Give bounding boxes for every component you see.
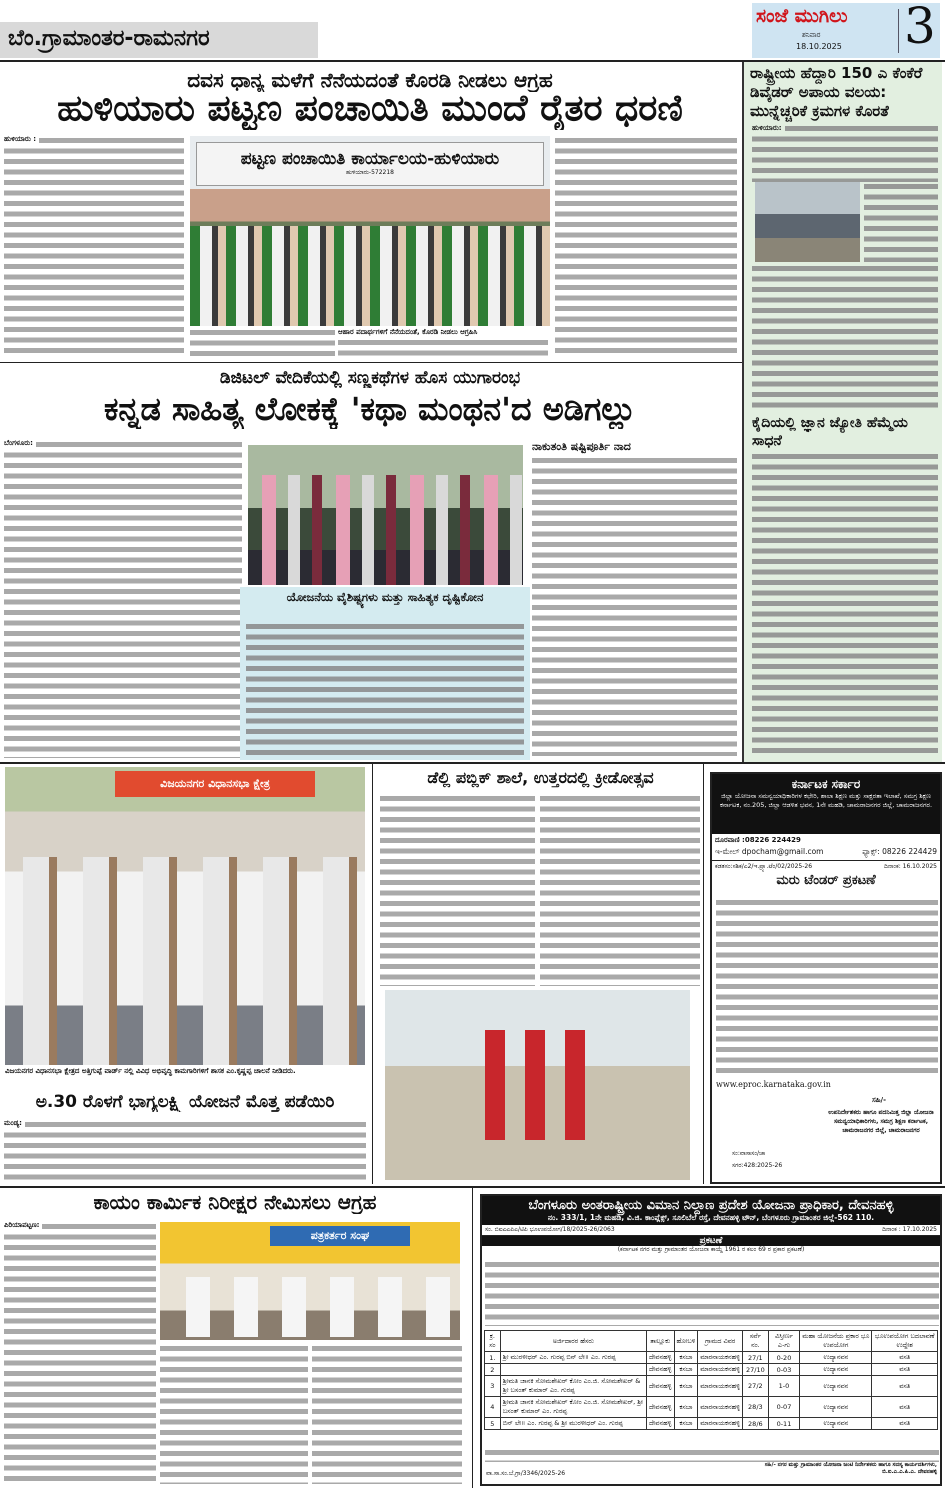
table-cell: ಉದ್ಯಾನವನ	[800, 1376, 872, 1397]
table-cell: ದೇವನಹಳ್ಳಿ	[646, 1418, 674, 1430]
table-cell: ಶ್ರೀಮತಿ ಜಾನಕಿ ಸೋಮಶೇಖರ್ ಕೋಂ ಎಂ.ಜಿ. ಸೋಮಶೇಖರ್, ಶ್ರೀ ಬಸಂತ್ ಕುಮಾರ್ ಎಂ. ಗುರಪ್ಪ	[500, 1397, 646, 1418]
table-cell: 27/10	[743, 1364, 769, 1376]
tender-ad-ref: ಕಡತಸಂ:ಸಶಿಕ/ಎ2/ಇ.ಪ್ರ್ಯಾ.ಟೆಂ/02/2025-26	[715, 863, 813, 870]
story1-caption: ಆಹಾರ ಪದಾರ್ಥಗಳಿಗೆ ನೆನೆಯದಂತೆ, ಕೊರಡಿ ನೀಡಲು ಆಗ್ರಹಿಸಿ	[338, 328, 478, 336]
table-row	[485, 1352, 938, 1364]
table-cell: ಶ್ರೀಮತಿ ಜಾನಕಿ ಸೋಮಶೇಖರ್ ಕೋಂ ಎಂ.ಜಿ. ಸೋಮಶೇಖರ್ & ಶ್ರೀ ಬಸಂತ್ ಕುಮಾರ್ ಎಂ. ಗುರಪ್ಪ	[500, 1376, 646, 1397]
table-header: ಅರ್ಜಿದಾರರ ಹೆಸರು	[500, 1331, 646, 1352]
story1-body-left	[4, 136, 184, 354]
table-cell: ವಸತಿ	[872, 1418, 938, 1430]
table-cell: 28/3	[743, 1397, 769, 1418]
table-cell: 3	[485, 1376, 501, 1397]
table-cell: 28/6	[743, 1418, 769, 1430]
biaapa-header	[482, 1196, 940, 1225]
divider	[372, 764, 373, 1184]
story4-body-col1	[380, 794, 535, 986]
masthead-day: ಶನಿವಾರ	[802, 31, 821, 39]
photo-banner: ಪತ್ರಕರ್ತರ ಸಂಘ	[270, 1226, 410, 1246]
photo-people	[170, 1277, 450, 1337]
divider	[898, 9, 899, 53]
tender-ad-signatory: ಉಪನಿರ್ದೇಶಕರು ಹಾಗೂ ಪದನಿಮಿತ್ತ ಜಿಲ್ಲಾ ಯೋಜನಾ ಸಮನ್ವಯಾಧಿಕಾರಿಗಳು, ಸಮಗ್ರ ಶಿಕ್ಷಣ ಕರ್ನಾಟಕ, ಚಾಮರಾಜನಗರ ಜಿಲ್ಲೆ, ಚಾಮರಾಜನಗರ	[828, 1109, 934, 1134]
sidebar-byline: ಹುಳಿಯಾರು:	[752, 124, 785, 133]
table-header: ಗ್ರಾಮದ ವಿವರ	[698, 1331, 743, 1352]
table-cell: 1-0	[768, 1376, 800, 1397]
table-cell: ವಸತಿ	[872, 1397, 938, 1418]
story5-headline: ಕಾಯಂ ಕಾರ್ಮಿಕ ನಿರೀಕ್ಷರ ನೇಮಿಸಲು ಆಗ್ರಹ	[93, 1190, 377, 1214]
story3-byline: ಮಂಡ್ಯ:	[4, 1119, 25, 1128]
table-cell: 0-11	[768, 1418, 800, 1430]
table-cell: ಉದ್ಯಾನವನ	[800, 1364, 872, 1376]
table-row	[485, 1376, 938, 1397]
table-cell: 5	[485, 1418, 501, 1430]
sidebar-headline2: ಕೈದಿಯಲ್ಲಿ ಜ್ಞಾನ ಜ್ಯೋತಿ ಹೆಮ್ಮೆಯ ಸಾಧನೆ	[752, 415, 908, 449]
biaapa-subtitle: (ಕರ್ನಾಟಕ ನಗರ ಮತ್ತು ಗ್ರಾಮಾಂತರ ಯೋಜನಾ ಕಾಯ್ದೆ 1961 ರ ಕಲಂ 69 ರ ಪ್ರಕಾರ ಪ್ರಕಟಣೆ)	[617, 1246, 805, 1253]
story2-photo	[248, 445, 523, 585]
divider	[472, 1188, 473, 1488]
table-cell: 2	[485, 1364, 501, 1376]
sidebar-truck-photo	[755, 182, 860, 262]
biaapa-table	[484, 1330, 938, 1430]
story3-headline: ಅ.30 ರೊಳಗೆ ಭಾಗ್ಯಲಕ್ಷ್ಮಿ ಯೋಜನೆ ಮೊತ್ತ ಪಡೆಯಿರಿ	[35, 1092, 335, 1112]
story5-photo	[160, 1222, 460, 1340]
table-cell: ಉದ್ಯಾನವನ	[800, 1418, 872, 1430]
biaapa-date: ದಿನಾಂಕ : 17.10.2025	[882, 1226, 937, 1233]
tender-ad-header	[712, 774, 940, 834]
biaapa-body	[485, 1260, 939, 1326]
table-cell: ದೇವನಹಳ್ಳಿ	[646, 1364, 674, 1376]
story1-kicker: ದವಸ ಧಾನ್ಯ ಮಳೆಗೆ ನೆನೆಯದಂತೆ ಕೊರಡಿ ನೀಡಲು ಆಗ್ರಹ	[187, 68, 553, 92]
table-cell: ಕಸಬಾ	[674, 1376, 698, 1397]
table-cell	[500, 1364, 646, 1376]
table-row	[485, 1397, 938, 1418]
tender-ad-title: ಕರ್ನಾಟಕ ಸರ್ಕಾರ	[791, 777, 861, 791]
divider	[0, 762, 945, 764]
table-cell: 0-07	[768, 1397, 800, 1418]
photo-people	[248, 475, 523, 585]
photo-sign-text: ಪಟ್ಟಣ ಪಂಚಾಯಿತಿ ಕಾರ್ಯಾಲಯ-ಹುಳಿಯಾರು	[240, 149, 500, 169]
table-header: ಹೋಬಳಿ	[674, 1331, 698, 1352]
story5-body-col3	[312, 1344, 462, 1484]
table-cell: 0-03	[768, 1364, 800, 1376]
table-cell: ದೇವನಹಳ್ಳಿ	[646, 1397, 674, 1418]
photo-banner: ವಿಜಯನಗರ ವಿಧಾನಸಭಾ ಕ್ಷೇತ್ರ	[115, 771, 315, 797]
biaapa-ref: ಸಂ. ಬಿಐಎಎಪಿಎ/ಟಿಪಿ ಭೂಉಪಯೋಗ/18/2025-26/2063	[485, 1226, 615, 1233]
tender-ad-fax: ಫ್ಯಾಕ್ಸ್: 08226 224429	[862, 847, 937, 856]
story2-body-right	[532, 456, 737, 756]
biaapa-address: ನಂ. 333/1, 1ನೇ ಮಹಡಿ, ವಿ.ಜಿ. ಕಾಂಪ್ಲೆಕ್ಸ್, ಸೂಲಿಬೆಲೆ ರಸ್ತೆ, ದೇವನಹಳ್ಳಿ ಟೌನ್, ಬೆಂಗಳೂರು ಗ್ರಾಮಾಂತರ ಜಿಲ್ಲೆ-562 110.	[547, 1213, 875, 1222]
table-header: ತಾಲ್ಲೂಕು	[646, 1331, 674, 1352]
table-cell: ಮಾರನಾಯಕನಹಳ್ಳಿ	[698, 1352, 743, 1364]
masthead	[752, 0, 940, 58]
sidebar-headline: ರಾಷ್ಟ್ರೀಯ ಹೆದ್ದಾರಿ 150 ಎ ಕೆಂಕೆರೆ ಡಿವೈಡರ್ ಅಪಾಯ ವಲಯ: ಮುನ್ನೆಚ್ಚರಿಕೆ ಕ್ರಮಗಳ ಕೊರತೆ	[750, 64, 923, 120]
table-cell: ವಸತಿ	[872, 1364, 938, 1376]
story4-headline: ಡೆಲ್ಲಿ ಪಬ್ಲಿಕ್ ಶಾಲೆ, ಉತ್ತರದಲ್ಲಿ ಕ್ರೀಡೋತ್ಸವ	[427, 768, 654, 787]
table-cell: ಮಾರನಾಯಕನಹಳ್ಳಿ	[698, 1376, 743, 1397]
table-cell: ಮಾರನಾಯಕನಹಳ್ಳಿ	[698, 1397, 743, 1418]
table-header: ಕ್ರ. ಸಂ	[485, 1331, 501, 1352]
sidebar-body2	[752, 452, 938, 754]
tender-ad-ref-row	[712, 861, 940, 873]
story2-box-title: ಯೋಜನೆಯ ವೈಶಿಷ್ಟ್ಯಗಳು ಮತ್ತು ಸಾಹಿತ್ಯಕ ದೃಷ್ಟಿಕೋನ	[286, 590, 484, 604]
photo-crowd	[190, 226, 550, 326]
story5-byline: ಪಿರಿಯಾಪಟ್ಟಣ:	[4, 1221, 42, 1230]
story4-body-col2	[540, 794, 700, 986]
tender-ad-dipr: ಸಂ:ವಾಸಾಸಂ/ಚಾ	[732, 1150, 766, 1157]
tender-ad-body	[716, 898, 938, 1078]
masthead-date: 18.10.2025	[796, 42, 842, 51]
divider	[703, 764, 704, 1184]
table-row	[485, 1364, 938, 1376]
table-cell: ಉದ್ಯಾನವನ	[800, 1397, 872, 1418]
story5-body-col1	[4, 1222, 156, 1484]
table-cell: ಕಸಬಾ	[674, 1397, 698, 1418]
photo-people	[5, 857, 365, 1065]
photo-sign	[196, 142, 544, 186]
tender-ad-notice-title: ಮರು ಟೆಂಡರ್ ಪ್ರಕಟಣೆ	[776, 873, 876, 888]
biaapa-footer-ref: ವಾ.ಸಾ.ಸಂ.ಬೆ.ಗ್ರಾ/3346/2025-26	[486, 1470, 566, 1477]
table-cell: ಬಿನ್ ಲೇ॥ ಎಂ. ಗುರಪ್ಪ & ಶ್ರೀ ಮುರಳೀಧರ್ ಎಂ. ಗುರಪ್ಪ	[500, 1418, 646, 1430]
section-label: ಬೆಂ.ಗ್ರಾಮಾಂತರ-ರಾಮನಗರ	[0, 22, 318, 58]
table-cell: 27/2	[743, 1376, 769, 1397]
table-cell: ವಸತಿ	[872, 1376, 938, 1397]
story1-photo	[190, 136, 550, 326]
tender-ad-dipr2: ಸಗರ:428:2025-26	[732, 1162, 783, 1169]
table-cell: ಕಸಬಾ	[674, 1364, 698, 1376]
masthead-logo: ಸಂಜೆ ಮುಗಿಲು	[756, 5, 848, 27]
story4-photo	[385, 990, 690, 1180]
photo-sign-sub: ಹುಳಿಯಾರು-572218	[345, 169, 395, 176]
story2-headline: ಕನ್ನಡ ಸಾಹಿತ್ಯ ಲೋಕಕ್ಕೆ 'ಕಥಾ ಮಂಥನ'ದ ಅಡಿಗಲ್ಲು	[103, 390, 636, 428]
table-cell: ಮಾರನಾಯಕನಹಳ್ಳಿ	[698, 1418, 743, 1430]
tender-ad-sign: ಸಹಿ/-	[872, 1096, 886, 1104]
story5-body-col2	[160, 1344, 308, 1484]
tender-ad	[710, 772, 942, 1184]
table-cell: 0-20	[768, 1352, 800, 1364]
biaapa-signatory: ಸಹಿ/- ನಗರ ಮತ್ತು ಗ್ರಾಮಾಂತರ ಯೋಜನಾ ಜಂಟಿ ನಿರ್ದೇಶಕರು ಹಾಗೂ ಸದಸ್ಯ ಕಾರ್ಯದರ್ಶಿಗಳು, ಬಿ.ಐ.ಎ.ಎ.ಪಿ.ಎ. ದೇವನಹಳ್ಳಿ	[764, 1462, 937, 1475]
biaapa-footer-body	[485, 1448, 939, 1462]
story1-body-right	[555, 136, 737, 358]
table-cell: ದೇವನಹಳ್ಳಿ	[646, 1352, 674, 1364]
tender-ad-date: ದಿನಾಂಕ: 16.10.2025	[884, 863, 937, 870]
table-cell: ವಸತಿ	[872, 1352, 938, 1364]
tender-ad-phone: ದೂರವಾಣಿ :08226 224429	[715, 836, 801, 844]
table-header: ಸರ್ವೆ ನಂ.	[743, 1331, 769, 1352]
story1-body-bottom	[190, 328, 335, 356]
page-number: 3	[904, 0, 936, 55]
biaapa-ref-row	[482, 1225, 940, 1236]
table-cell: ಶ್ರೀ ಮುರಳೀಧರ್ ಎಂ. ಗುರಪ್ಪ ಬಿನ್ ಲೇ॥ ಎಂ. ಗುರಪ್ಪ	[500, 1352, 646, 1364]
biaapa-notice-title: ಪ್ರಕಟಣೆ	[482, 1236, 940, 1246]
table-cell: ಮಾರನಾಯಕನಹಳ್ಳಿ	[698, 1364, 743, 1376]
table-header: ಮಹಾ ಯೋಜನೆಯ ಪ್ರಕಾರ ಭೂ ಉಪಯೋಗ	[800, 1331, 872, 1352]
tender-ad-contact	[712, 847, 940, 861]
tender-ad-email: ಇ-ಮೇಲ್ dpocham@gmail.com	[715, 847, 824, 856]
tender-ad-web[interactable]: www.eproc.karnataka.gov.in	[716, 1080, 831, 1089]
story2-kicker: ಡಿಜಿಟಲ್ ವೇದಿಕೆಯಲ್ಲಿ ಸಣ್ಣಕಥೆಗಳ ಹೊಸ ಯುಗಾರಂಭ	[219, 368, 521, 388]
biaapa-notice	[480, 1194, 942, 1486]
table-cell: ಉದ್ಯಾನವನ	[800, 1352, 872, 1364]
table-row	[485, 1418, 938, 1430]
sidebar-body	[752, 264, 938, 412]
story1-headline: ಹುಳಿಯಾರು ಪಟ್ಟಣ ಪಂಚಾಯಿತಿ ಮುಂದೆ ರೈತರ ಧರಣಿ	[57, 88, 683, 129]
sidebar-body	[864, 182, 938, 262]
table-cell: 1.	[485, 1352, 501, 1364]
table-header: ವಿಸ್ತೀರ್ಣ ಎ-ಗು	[768, 1331, 800, 1352]
story2-box-body	[246, 622, 524, 756]
story3-photo	[5, 767, 365, 1065]
story1-caption-body	[338, 338, 548, 358]
story1-byline: ಹುಳಿಯಾರು :	[4, 135, 39, 144]
story3-caption: ವಿಜಯನಗರ ವಿಧಾನಸಭಾ ಕ್ಷೇತ್ರದ ಅತ್ತಿಗುಪ್ಪೆ ವಾರ್ಡ್ ನಲ್ಲಿ ವಿವಿಧ ಅಭಿವೃದ್ಧಿ ಕಾಮಗಾರಿಗಳಿಗೆ ಶಾಸಕ ಎಂ.ಕೃಷ್ಣಪ್ಪ ಚಾಲನೆ ನೀಡಿದರು.	[5, 1067, 296, 1075]
table-cell: ಕಸಬಾ	[674, 1352, 698, 1364]
table-cell: ಕಸಬಾ	[674, 1418, 698, 1430]
story3-body	[4, 1120, 366, 1180]
table-cell: 27/1	[743, 1352, 769, 1364]
tender-ad-office: ಜಿಲ್ಲಾ ಯೋಜನಾ ಸಮನ್ವಯಾಧಿಕಾರಿಗಳ ಕಛೇರಿ, ಶಾಲಾ ಶಿಕ್ಷಣ ಮತ್ತು ಸಾಕ್ಷರತಾ ಇಲಾಖೆ, ಸಮಗ್ರ ಶಿಕ್ಷಣ ಕರ್ನಾಟಕ, ನಂ.205, ಜಿಲ್ಲಾ ಆಡಳಿತ ಭವನ, 1ನೇ ಮಹಡಿ, ಚಾಮರಾಜನಗರ ಜಿಲ್ಲೆ, ಚಾಮರಾಜನಗರ.	[719, 792, 933, 809]
table-cell: ದೇವನಹಳ್ಳಿ	[646, 1376, 674, 1397]
story2-body-left	[4, 440, 242, 758]
table-cell: 4	[485, 1397, 501, 1418]
story2-byline: ಬೆಂಗಳೂರು:	[4, 439, 36, 448]
biaapa-title: ಬೆಂಗಳೂರು ಅಂತರಾಷ್ಟ್ರೀಯ ವಿಮಾನ ನಿಲ್ದಾಣ ಪ್ರದೇಶ ಯೋಜನಾ ಪ್ರಾಧಿಕಾರ, ದೇವನಹಳ್ಳಿ	[528, 1198, 894, 1213]
divider	[0, 362, 742, 363]
table-header: ಭೂಉಪಯೋಗ ಬದಲಾವಣೆ ಉದ್ದೇಶ	[872, 1331, 938, 1352]
story2-side-title: ನಾಕುತಂತಿ ಷಷ್ಟಿಪೂರ್ತಿ ನಾದ	[532, 440, 631, 453]
photo-athletes	[485, 1030, 595, 1140]
